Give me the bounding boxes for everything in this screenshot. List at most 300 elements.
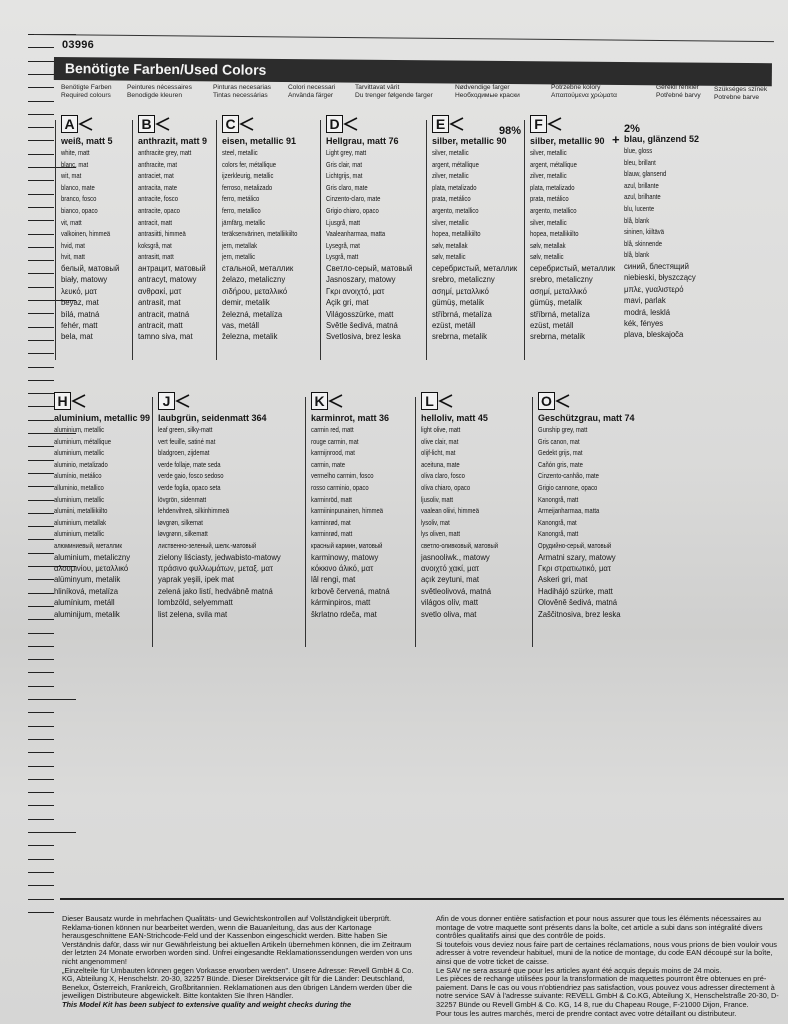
ruler-tick (28, 726, 54, 727)
translation-line: karminowy, matowy (311, 551, 379, 562)
header-bar (54, 57, 772, 86)
translation-line: valkoinen, himmeä (61, 229, 111, 239)
used-colors-header-line: Tintas necessárias (213, 92, 268, 99)
color-letter-badge (530, 116, 563, 132)
ruler-tick (28, 539, 54, 540)
translation-line: Γκρι ανοιχτό, ματ (326, 285, 385, 296)
translation-line: aluminium, metallic (54, 529, 105, 539)
used-colors-header (127, 84, 192, 100)
translation-line: lehdenvihreä, silkinhimmeä (158, 506, 230, 516)
translation-line: zelená jako listí, hedvábně matná (158, 585, 273, 596)
translation-line: ferroso, metalizado (222, 182, 273, 192)
translation-line: silver, metallic (432, 148, 469, 157)
translation-line: alumínium, metáll (54, 597, 115, 608)
color-title: eisen, metallic 91 (222, 136, 297, 146)
translation-line: vermelho carmim, fosco (311, 471, 374, 481)
translation-line: светло-оливковый, матовый (421, 540, 499, 550)
color-translations (421, 424, 515, 620)
translation-line: antracit, matt (138, 217, 173, 227)
color-letter-badge (158, 393, 191, 409)
used-colors-header-line: Potrebne barve (714, 94, 760, 101)
used-colors-header (656, 84, 701, 100)
used-colors-header-line: Benötigte Farben (61, 84, 112, 91)
used-colors-header (455, 84, 520, 100)
translation-line: lysoliv, mat (421, 517, 450, 527)
translation-line: zilver, metallic (530, 171, 567, 181)
translation-line: krbově červená, matná (311, 585, 390, 596)
ruler-tick (28, 273, 54, 274)
translation-line: argento, metallico (432, 205, 479, 215)
translation-line: серебристый, металлик (530, 262, 616, 273)
color-title: aluminium, metallic 99 (54, 413, 151, 423)
translation-line: kék, fényes (624, 317, 664, 328)
translation-line: carmin red, matt (311, 425, 354, 434)
translation-line: алюминиевый, металлик (54, 540, 122, 550)
translation-line: vas, metáll (222, 319, 259, 330)
color-entry-k (311, 393, 399, 620)
translation-line: silver, metallic (530, 217, 567, 227)
translation-line: prata, metálico (432, 194, 471, 204)
translation-line: vaalean oliivi, himmeä (421, 506, 479, 516)
translation-line: sølv, metallic (432, 252, 466, 262)
translation-line: ezüst, metáll (530, 319, 574, 330)
footer-paragraph: Le SAV ne sera assuré que pour les articles ayant été acquis depuis moins de 24 mois. (436, 965, 722, 975)
color-letter: B (138, 115, 155, 133)
translation-line: srebro, metaliczny (530, 274, 593, 285)
ruler-tick (28, 619, 54, 620)
color-entry-j (158, 393, 294, 620)
translation-line: Grigio cannone, opaco (538, 482, 598, 492)
color-title: weiß, matt 5 (61, 136, 113, 146)
ruler-tick (28, 526, 54, 527)
translation-line: blauw, glansend (624, 169, 667, 179)
translation-line: Gedekt grijs, mat (538, 448, 583, 458)
translation-line: sølv, metallic (530, 252, 564, 262)
translation-line: bladgroen, zijdemat (158, 448, 210, 458)
color-letter: O (538, 392, 555, 410)
translation-line: anthracite, mat (138, 159, 177, 169)
translation-line: sølv, metallak (432, 240, 468, 250)
translation-line: olijf-licht, mat (421, 448, 456, 458)
translation-line: λευκό, ματ (61, 285, 97, 296)
translation-line: lövgrön, sidenmatt (158, 494, 207, 504)
translation-line: olive clair, mat (421, 436, 459, 446)
translation-line: Hadihájó szürke, matt (538, 585, 613, 596)
pointer-arrow-icon (343, 116, 359, 132)
translation-line: Askeri gri, mat (538, 574, 588, 585)
translation-line: azul, brilhante (624, 192, 661, 202)
color-title: silber, metallic 90 (432, 136, 507, 146)
pointer-arrow-icon (328, 393, 344, 409)
ruler-tick (28, 260, 54, 261)
color-translations (432, 147, 527, 343)
column-divider (55, 120, 56, 360)
color-translations (54, 424, 150, 620)
translation-line: antracite, fosco (138, 194, 178, 204)
color-letter-badge (222, 116, 255, 132)
translation-line: sølv, metallak (530, 240, 566, 250)
translation-line: vit, matt (61, 217, 82, 227)
translation-line: lys oliven, matt (421, 529, 460, 539)
ruler-tick (28, 712, 54, 713)
translation-line: light olive, matt (421, 425, 461, 434)
ruler-tick (28, 646, 54, 647)
translation-line: aluminium, metallic (54, 425, 105, 434)
ruler-tick (28, 486, 54, 487)
ruler-tick (28, 832, 76, 833)
ruler-tick (28, 845, 54, 846)
ruler-tick (28, 513, 54, 514)
translation-line: blå, blank (624, 250, 650, 260)
translation-line: plata, metalizado (432, 182, 477, 192)
ruler-tick (28, 247, 54, 248)
mix-percentage: 2% (624, 123, 640, 135)
color-entry-e (432, 116, 527, 343)
color-entry-b (138, 116, 213, 343)
translation-line: list zelena, svila mat (158, 608, 228, 619)
used-colors-header (551, 84, 617, 100)
footer-paragraph: Dieser Bausatz wurde in mehrfachen Qualitäts- und Gewichtskontrollen auf Vollständigkeit überprüft. Reklama-tionen können nur bearbeitet werden, wenn die Bauanleitung, das aus der Kartonage herausgeschnittene EAN-Strichcode-Feld und der Kassenbon eingeschickt werden. Bitte haben Sie Verständnis dafür, dass wir nur Gewährleistung bei aktuellen Artikeln übernehmen können, die im Zeitraum der letzten 24 Monate erworben worden sind. Unfrei eingesandte Reklamationssendungen werden von uns nicht angenommen! (62, 914, 413, 966)
translation-line: železna, metalik (222, 331, 278, 342)
translation-line: Kanongrå, mat (538, 517, 577, 527)
translation-line: aluminium, metallic (54, 494, 105, 504)
translation-line: verde follaje, mate seda (158, 459, 221, 469)
color-letter: F (530, 115, 547, 133)
ruler-tick (28, 752, 54, 753)
pointer-arrow-icon (78, 116, 94, 132)
translation-line: πράσινο φυλλωμάτων, μεταξ. ματ (158, 562, 274, 573)
translation-line: лиственно-зеленый, шелк.-матовый (158, 540, 257, 550)
translation-line: hliníková, metalíza (54, 585, 119, 596)
translation-line: oliva claro, fosco (421, 471, 465, 481)
translation-line: Svetlosiva, brez leska (326, 331, 401, 342)
used-colors-header (355, 84, 433, 100)
translation-line: karmijnrood, mat (311, 448, 355, 458)
footer-paragraph: „Einzelteile für Umbauten können gegen Vorkasse erworben werden". Unsere Adresse: Revell GmbH & Co. KG, Abteilung X, Henschelstr. 20-30, 32257 Bünde. Dieser Direktservice gilt für die Länder: Deutschland, Benelux, Österreich, Frankreich, Großbritannien. Reklamationen aus den übrigen Ländern werden über die jeweiligen Distributeure abgewickelt. Bitte kontakten Sie Ihren Händler. (62, 965, 414, 1001)
translation-line: antracit, matná (138, 308, 190, 319)
translation-line: alumínio, metálico (54, 471, 102, 481)
color-title: helloliv, matt 45 (421, 413, 488, 423)
translation-line: Armeijanharmaa, matta (538, 506, 600, 516)
translation-line: karminrød, mat (311, 517, 351, 527)
ruler-tick (28, 633, 54, 634)
used-colors-header (61, 84, 112, 100)
translation-line: aluminium, metallic (54, 448, 105, 458)
translation-line: karmiininpunainen, himmeä (311, 506, 384, 516)
translation-line: Kanongrå, matt (538, 529, 579, 539)
color-letter-badge (54, 393, 87, 409)
header-title: Benötigte Farben/Used Colors (64, 60, 267, 78)
ruler-tick (28, 380, 54, 381)
translation-line: alluminio, metallico (54, 482, 104, 492)
translation-line: blu, lucente (624, 203, 655, 213)
footer-paragraph: Les pièces de rechange utilisées pour la transformation de maquettes pourront être obtenues en pré-paiement. Dans le cas ou vous n'obtiendriez pas satisfaction, vous pouvez vous adresser directement à notre service SAV à l'adresse suivante: REVELL GmbH & Co.KG, Abteilung X, Henschelstraße 20-30, D-32257 Bünde ou Revell GmbH & Co. KG, 14 8, rue du Chapeau Rouge, F-21000 Dijon, France. (436, 974, 779, 1009)
pointer-arrow-icon (449, 116, 465, 132)
color-letter-badge (432, 116, 465, 132)
translation-line: yaprak yeşili, ipek mat (158, 574, 235, 585)
ruler-tick (28, 872, 54, 873)
color-letter-badge (311, 393, 344, 409)
translation-line: antrasiitti, himmeä (138, 229, 186, 239)
ruler-tick (28, 672, 54, 673)
top-rule (34, 34, 774, 42)
translation-line: blanco, mate (61, 182, 95, 192)
ruler-tick (28, 446, 54, 447)
used-colors-header-line: Szükséges színek (714, 86, 768, 93)
ruler-tick (28, 74, 54, 75)
translation-line: fehér, matt (61, 319, 98, 330)
translation-line: красный кармин, матовый (311, 540, 383, 550)
column-divider (524, 120, 525, 360)
column-divider (305, 397, 306, 647)
translation-line: bleu, brillant (624, 157, 656, 167)
translation-line: Γκρι στρατιωτικό, ματ (538, 562, 611, 573)
color-letter-badge (61, 116, 94, 132)
ruler-tick (28, 420, 54, 421)
ruler-tick (28, 686, 54, 687)
color-translations (158, 424, 294, 620)
color-translations (222, 147, 314, 343)
ruler-tick (28, 367, 54, 368)
translation-line: Zaščitnosiva, brez leska (538, 608, 621, 619)
translation-line: alüminyum, metalik (54, 574, 121, 585)
column-divider (320, 120, 321, 360)
translation-line: azul, brillante (624, 180, 659, 190)
translation-line: Kanongrå, matt (538, 494, 579, 504)
color-letter: E (432, 115, 449, 133)
translation-line: hvid, mat (61, 240, 85, 250)
color-letter: H (54, 392, 71, 410)
footer-german (62, 915, 419, 1010)
translation-line: Орудийно-серый, матовый (538, 540, 612, 550)
translation-line: antracite, opaco (138, 205, 180, 215)
ruler-tick (28, 220, 54, 221)
translation-line: Grigio chiaro, opaco (326, 205, 379, 215)
translation-line: antrasit, mat (138, 297, 181, 308)
color-translations (326, 147, 422, 343)
footer-paragraph: This Model Kit has been subject to extensive quality and weight checks during the (62, 999, 352, 1009)
column-divider (532, 397, 533, 647)
translation-line: biały, matowy (61, 274, 108, 285)
translation-line: lombzöld, selyemmatt (158, 597, 233, 608)
ruler-tick (28, 553, 54, 554)
ruler-tick (28, 154, 54, 155)
translation-line: demir, metalik (222, 297, 270, 308)
color-translations (624, 145, 704, 341)
translation-line: Gris claro, mate (326, 182, 368, 192)
translation-line: prata, metálico (530, 194, 569, 204)
translation-line: Vaaleanharmaa, matta (326, 229, 386, 239)
ruler-tick (28, 207, 54, 208)
footer-rule (60, 898, 784, 900)
ruler-tick (28, 340, 54, 341)
column-divider (426, 120, 427, 360)
translation-line: srebrna, metalik (530, 331, 586, 342)
ruler-tick (28, 127, 54, 128)
used-colors-header-line: Required colours (61, 92, 111, 99)
color-translations (311, 424, 399, 620)
translation-line: αλουμινίου, μεταλλικό (54, 562, 129, 573)
color-title: laubgrün, seidenmatt 364 (158, 413, 267, 423)
translation-line: aluminium, metaliczny (54, 551, 131, 562)
color-entry-l (421, 393, 515, 620)
translation-line: ljusoliv, matt (421, 494, 453, 504)
pointer-arrow-icon (547, 116, 563, 132)
ruler-tick (28, 287, 54, 288)
ruler-tick (28, 779, 54, 780)
color-letter: C (222, 115, 239, 133)
translation-line: aceituna, mate (421, 459, 460, 469)
translation-line: tamno siva, mat (138, 331, 193, 342)
column-divider (216, 120, 217, 360)
ruler-tick (28, 393, 54, 394)
translation-line: argent, métallique (530, 159, 577, 169)
translation-line: антрацит, матовый (138, 262, 206, 273)
translation-line: kárminpiros, matt (311, 597, 371, 608)
translation-line: rouge carmin, mat (311, 436, 359, 446)
pointer-arrow-icon (239, 116, 255, 132)
translation-line: ανοιχτό χακί, ματ (421, 562, 480, 573)
color-letter: D (326, 115, 343, 133)
color-letter: K (311, 392, 328, 410)
translation-line: μπλε, γυαλιστερό (624, 283, 684, 294)
translation-line: ανθρακί, ματ (138, 285, 182, 296)
color-title: Hellgrau, matt 76 (326, 136, 399, 146)
used-colors-header (288, 84, 335, 100)
translation-line: verde foglia, opaco seta (158, 482, 221, 492)
translation-line: Светло-серый, матовый (326, 262, 413, 273)
translation-line: белый, матовый (61, 262, 120, 273)
translation-line: bela, mat (61, 331, 93, 342)
translation-line: niebieski, błyszczący (624, 272, 696, 283)
used-colors-header-line: Potrzebne kolory (551, 84, 601, 91)
translation-line: blanc, mat (61, 159, 89, 169)
ruler-tick (28, 579, 54, 580)
translation-line: løvgrønn, silkematt (158, 529, 208, 539)
translation-line: železná, metalíza (222, 308, 283, 319)
color-letter-badge (538, 393, 571, 409)
translation-line: white, matt (61, 148, 90, 157)
ruler-tick (28, 140, 54, 141)
ruler-tick (28, 739, 54, 740)
translation-line: aluminium, métallique (54, 436, 112, 446)
translation-line: karminrød, matt (311, 529, 353, 539)
translation-line: gümüş, metalik (530, 297, 583, 308)
translation-line: żelazo, metaliczny (222, 274, 286, 285)
mix-percentage: 98% (499, 125, 522, 137)
used-colors-header-line: Potřebné barvy (656, 92, 701, 99)
translation-line: srebrna, metalik (432, 331, 488, 342)
footer-paragraph: Si toutefois vous deviez nous faire part de certaines réclamations, nous vous prions de bien vouloir vous adresser à votre revendeur habituel, muni de la notice de montage, du code EAN découpé sur la boîte, ainsi que de votre ticket de caisse. (436, 939, 777, 966)
color-translations (538, 424, 635, 620)
used-colors-header-line: Pinturas necesarias (213, 84, 271, 91)
translation-line: antracita, mate (138, 182, 177, 192)
translation-line: antracit, matt (138, 319, 183, 330)
translation-line: aluminio, metalizado (54, 459, 108, 469)
translation-line: aluminijum, metalik (54, 608, 120, 619)
used-colors-header-line: Du trenger følgende farger (355, 92, 433, 99)
translation-line: Lichtgrijs, mat (326, 171, 363, 181)
ruler-tick (28, 500, 54, 501)
ruler-tick (28, 114, 54, 115)
translation-line: Gris clair, mat (326, 159, 363, 169)
footer-paragraph: Pour tous les autres marchés, merci de prendre contact avec votre détaillant ou distributeur. (436, 1008, 737, 1018)
ruler-tick (28, 180, 54, 181)
ruler-tick (28, 606, 54, 607)
translation-line: løvgrøn, silkemat (158, 517, 203, 527)
pointer-arrow-icon (555, 393, 571, 409)
ruler-tick (28, 885, 54, 886)
document-code: 03996 (62, 39, 95, 51)
translation-line: hopea, metallikiilto (530, 229, 579, 239)
translation-line: jern, metallic (222, 252, 256, 262)
color-title: karminrot, matt 36 (311, 413, 390, 423)
column-divider (152, 397, 153, 647)
color-translations (530, 147, 625, 343)
used-colors-header-line: Gerekli renkler (656, 84, 699, 91)
translation-line: srebro, metaliczny (432, 274, 495, 285)
translation-line: bílá, matná (61, 308, 100, 319)
color-entry-h (54, 393, 150, 620)
translation-line: Gunship grey, matt (538, 425, 588, 434)
ruler-tick (28, 699, 76, 700)
translation-line: beyaz, mat (61, 297, 99, 308)
ruler-tick (28, 61, 54, 62)
ruler-tick (28, 327, 54, 328)
ruler-tick (28, 101, 54, 102)
translation-line: Light grey, matt (326, 148, 367, 157)
footer-french (436, 915, 782, 1018)
used-colors-header-line: Απαιτούμενα χρώματα (551, 92, 617, 99)
translation-line: vert feuille, satiné mat (158, 436, 216, 446)
translation-line: wit, mat (61, 171, 82, 181)
used-colors-header (213, 84, 271, 100)
translation-line: järnfärg, metallic (222, 217, 266, 227)
translation-line: zielony liściasty, jedwabisto-matowy (158, 551, 281, 562)
color-entry-d (326, 116, 422, 343)
translation-line: ijzerkleurig, metallic (222, 171, 274, 181)
translation-line: antraciet, mat (138, 171, 174, 181)
ruler-tick (28, 792, 54, 793)
footer-paragraph: Afin de vous donner entière satisfaction et pour nous assurer que tous les éléments nécessaires au montage de votre maquette sont présents dans la boîte, cet article a subi dans son intégralité divers contrôles qualitatifs ainsi que des contrôle de poids. (436, 914, 763, 941)
translation-line: Cañón gris, mate (538, 459, 583, 469)
translation-line: Ljusgrå, matt (326, 217, 361, 227)
ruler-tick (28, 460, 54, 461)
translation-line: sininen, kiiltävä (624, 227, 664, 237)
ruler-tick (28, 859, 54, 860)
translation-line: világos olív, matt (421, 597, 479, 608)
mix-plus-sign: + (612, 132, 620, 147)
translation-line: stříbrná, metalíza (530, 308, 590, 319)
translation-line: ezüst, metáll (432, 319, 476, 330)
translation-line: σιδήρου, μεταλλικό (222, 285, 288, 296)
translation-line: jasnooliwk., matowy (421, 551, 490, 562)
translation-line: aluminium, metallak (54, 517, 107, 527)
translation-line: plava, bleskajoča (624, 329, 684, 340)
translation-line: leaf green, silky-matt (158, 425, 213, 434)
ruler-tick (28, 473, 54, 474)
ruler-tick (28, 912, 54, 913)
translation-line: blå, skinnende (624, 238, 663, 248)
color-letter: J (158, 392, 175, 410)
color-letter-badge (326, 116, 359, 132)
translation-line: colors fer, métallique (222, 159, 277, 169)
pointer-arrow-icon (175, 393, 191, 409)
translation-line: silver, metallic (530, 148, 567, 157)
translation-line: zilver, metallic (432, 171, 469, 181)
translation-line: antracyt, matowy (138, 274, 197, 285)
translation-line: silver, metallic (432, 217, 469, 227)
